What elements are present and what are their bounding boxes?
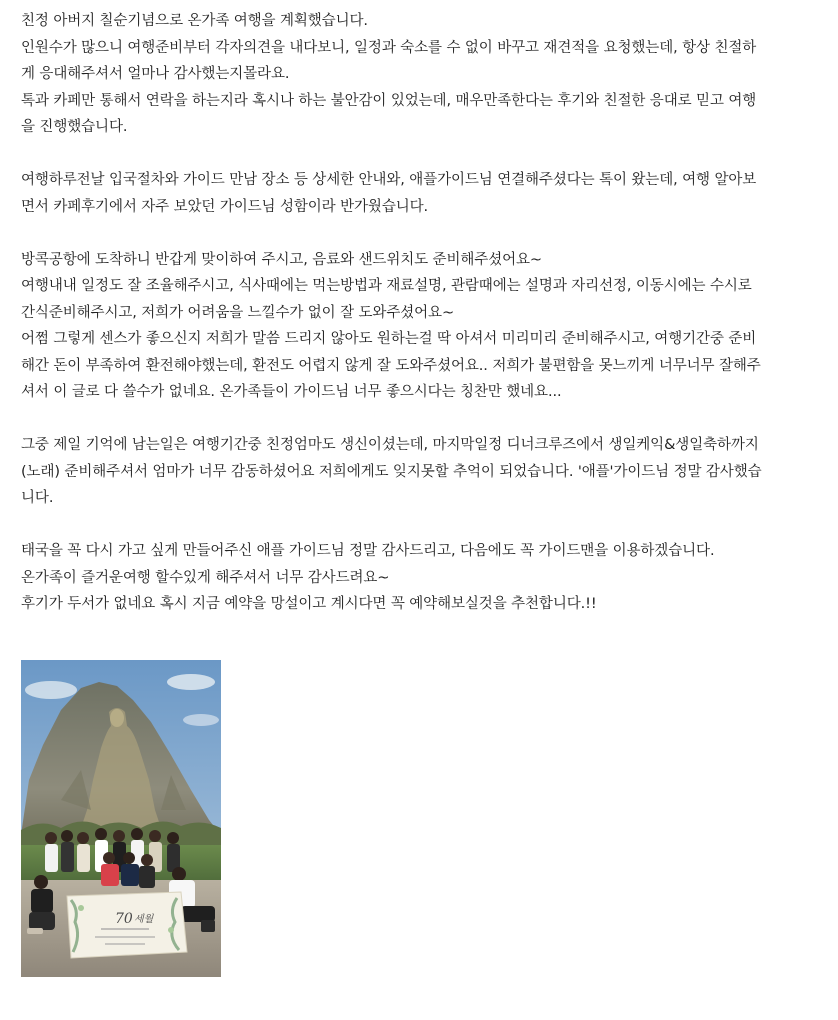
- review-line: 여행내내 일정도 잘 조율해주시고, 식사때에는 먹는방법과 재료설명, 관람때에는 설명과 자리선정, 이동시에는 수시로: [21, 278, 752, 294]
- review-paragraph-4: [21, 432, 821, 512]
- celebration-banner: [67, 892, 187, 958]
- banner-script: 세월: [134, 914, 154, 925]
- review-paragraph-2: [21, 167, 821, 220]
- review-line: 온가족이 즐거운여행 할수있게 해주셔서 너무 감사드려요~: [21, 569, 390, 586]
- review-line: (노래) 준비해주셔서 엄마가 너무 감동하셨어요 저희에게도 잊지못할 추억이 되었습니다. '애플'가이드님 정말 감사했습: [21, 463, 762, 480]
- review-line: 톡과 카페만 통해서 연락을 하는지라 혹시나 하는 불안감이 있었는데, 매우만족한다는 후기와 친절한 응대로 믿고 여행: [21, 92, 757, 109]
- banner-number: 70: [115, 911, 133, 927]
- review-line: 해간 돈이 부족하여 환전해야했는데, 환전도 어렵지 않게 잘 도와주셨어요.. 저희가 불편함을 못느끼게 너무너무 잘해주: [21, 357, 761, 374]
- review-line: 태국을 꼭 다시 가고 싶게 만들어주신 애플 가이드님 정말 감사드리고, 다음에도 꼭 가이드맨을 이용하겠습니다.: [21, 543, 715, 559]
- review-line: 친정 아버지 칠순기념으로 온가족 여행을 계획했습니다.: [21, 13, 368, 29]
- review-line: 인원수가 많으니 여행준비부터 각자의견을 내다보니, 일정과 숙소를 수 없이 바꾸고 재견적을 요청했는데, 항상 친절하: [21, 39, 757, 56]
- review-line: 셔서 이 글로 다 쓸수가 없네요. 온가족들이 가이드님 너무 좋으시다는 칭찬만 했네요...: [21, 384, 562, 400]
- review-line: 어쩜 그렇게 센스가 좋으신지 저희가 말씀 드리지 않아도 원하는걸 딱 아셔서 미리미리 준비해주시고, 여행기간중 준비: [21, 331, 757, 347]
- review-line: 그중 제일 기억에 남는일은 여행기간중 친정엄마도 생신이셨는데, 마지막일정 디너크루즈에서 생일케익&생일축하까지: [21, 437, 759, 453]
- review-line: 면서 카페후기에서 자주 보았던 가이드님 성함이라 반가웠습니다.: [21, 198, 429, 215]
- family-travel-photo[interactable]: [21, 660, 221, 977]
- review-paragraph-5: [21, 538, 821, 618]
- review-line: 여행하루전날 입국절차와 가이드 만남 장소 등 상세한 안내와, 애플가이드님 연결해주셨다는 톡이 왔는데, 여행 알아보: [21, 172, 757, 188]
- review-line: 후기가 두서가 없네요 혹시 지금 예약을 망설이고 계시다면 꼭 예약해보실것을 추천합니다.!!: [21, 596, 597, 612]
- review-line: 니다.: [21, 490, 54, 506]
- review-line: 게 응대해주셔서 얼마나 감사했는지몰라요.: [21, 66, 290, 82]
- photo-image: [21, 660, 221, 977]
- review-line: 방콕공항에 도착하니 반갑게 맞이하여 주시고, 음료와 샌드위치도 준비해주셨어요~: [21, 251, 542, 268]
- review-paragraph-3: [21, 247, 821, 406]
- review-line: 을 진행했습니다.: [21, 119, 128, 135]
- review-paragraph-1: [21, 8, 821, 141]
- review-line: 간식준비해주시고, 저희가 어려움을 느낄수가 없이 잘 도와주셨어요~: [21, 304, 455, 321]
- review-post: [21, 8, 821, 644]
